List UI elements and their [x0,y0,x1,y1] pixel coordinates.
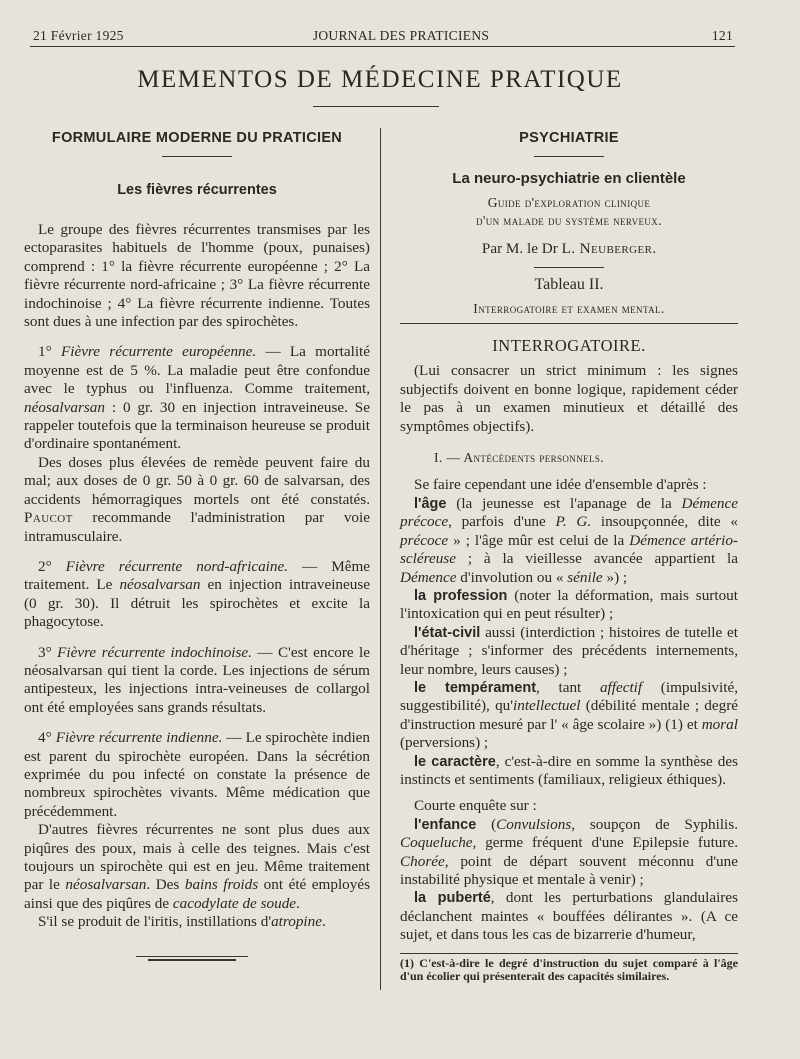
title-rule [313,106,439,107]
heading-fievre-nord-africaine: Fièvre récurrente nord-africaine. [65,557,289,575]
section-heading-psychiatrie: PSYCHIATRIE [519,130,619,146]
keyword-caractere: le caractère [414,753,496,770]
paragraph-fievre-europeenne: 1° Fièvre récurrente européenne. — La mortalité moyenne est de 5 %. La maladie peut être confondue avec le typhus ou l'influenza. Comme traitement, néosalvarsan : 0 gr. 30 en injection intraveineuse. Se rappeler toutefois que la terminaison heureuse se produit d'ordinaire spontanément. [24,343,371,453]
item-puberte: la puberté, dont les perturbations glandulaires déclanchent maintes « bouffées délirantes ». (A ce sujet, et dans tous les cas de bizarrerie d'humeur, [400,889,738,944]
item-age: l'âge (la jeunesse est l'apanage de la Démence précoce, parfois d'une P. G. insoupçonnée, dite « précoce » ; l'âge mûr est celui de la Démence artério-scléreuse ; à la vieillesse avancée appartient la Démence d'involution ou « sénile ») ; [400,494,738,586]
interrogatoire-heading: INTERROGATOIRE. [492,336,646,356]
paragraph-fievre-nord-africaine: 2° Fièvre récurrente nord-africaine. — Même traitement. Le néosalvarsan en injection intraveineuse (0 gr. 30). Il détruit les spirochètes et excite la phagocytose. [24,557,370,631]
table-title: Tableau II. [534,276,604,294]
heading-fievre-indochinoise: Fièvre récurrente indochinoise. [57,643,252,661]
table-subtitle: Interrogatoire et examen mental. [473,300,665,316]
footnote: (1) C'est-à-dire le degré d'instruction du sujet comparé à l'âge d'un écolier qui présenterait des capacités similaires. [400,955,738,984]
paragraph-fievre-indienne: 4° Fièvre récurrente indienne. — Le spirochète indien est parent du spirochète européen. Dans la sécrétion exprimée du pou infecté on constate la présence de nombreux spirochètes vivants. Même médication que précédemment. [24,729,371,820]
antecedents-heading: I. — Antécédents personnels. [434,450,605,466]
running-head [33,28,733,44]
heading-fievre-europeenne: Fièvre récurrente européenne. [60,343,257,361]
antecedents-intro: Se faire cependant une idée d'ensemble d'après : [414,476,707,494]
section-rule [534,156,604,157]
heading-fievre-indienne: Fièvre récurrente indienne. [55,729,223,747]
section-rule [162,156,232,157]
keyword-temperament: le tempérament [414,679,537,696]
keyword-etat-civil: l'état-civil [414,624,481,641]
keyword-profession: la profession [414,587,508,604]
section-heading-formulaire: FORMULAIRE MODERNE DU PRATICIEN [51,130,343,146]
item-enfance: l'enfance (Convulsions, soupçon de Syphilis. Coqueluche, germe fréquent d'une Epilepsie future. Chorée, point de départ souvent méconnu d'une instabilité physique et mentale à venir) ; [400,815,738,888]
column-divider [380,128,381,990]
table-rule [400,323,738,324]
author-rule [534,267,604,268]
header-rule [30,46,735,47]
author-paucot: Paucot [24,509,73,527]
author-neuberger: L. Neuberger [561,239,653,257]
paragraph-doses: Des doses plus élevées de remède peuvent faire du mal; aux doses de 0 gr. 50 à 0 gr. 60 de salvarsan, des accidents hémorragiques mortels ont été constatés. Paucot recommande l'administration par voie intramusculaire. [24,453,370,545]
keyword-enfance: l'enfance [414,816,477,833]
page-title: MEMENTOS DE MÉDECINE PRATIQUE [137,66,623,93]
article-title-fievres: Les fièvres récurrentes [117,182,277,198]
keyword-puberte: la puberté [414,890,491,907]
enquete-intro: Courte enquête sur : [414,797,537,815]
item-etat-civil: l'état-civil aussi (interdiction ; histoires de tutelle et d'héritage ; s'informer des précédents internements, leur nombre, leurs causes) ; [400,623,738,678]
journal-name: JOURNAL DES PRATICIENS [312,28,490,43]
paragraph-iritis: S'il se produit de l'iritis, instillations d'atropine. [38,913,326,931]
paragraph-fievre-indochinoise: 3° Fièvre récurrente indochinoise. — C'est encore le néosalvarsan qui tient la corde. Les injections de sérum antipesteux, les injections intra-veineuses de collargol ont été employées sans grands résultats. [24,643,370,716]
footnote-rule [400,953,738,954]
intro-paragraph: Le groupe des fièvres récurrentes transmises par les ectoparasites habituels de l'homme (poux, punaises) comprend : 1° la fièvre récurrente européenne ; 2° La fièvre récurrente nord-africaine ; 3° La fièvre récurrente indochinoise ; 4° La fièvre récurrente indienne. Toutes sont dues à une infection par des spirochètes. [24,221,370,331]
article-title-neuro-psychiatrie: La neuro-psychiatrie en clientèle [452,170,686,187]
item-profession: la profession (noter la déformation, mais surtout l'intoxication qui en peut résulter) ; [400,586,738,623]
item-temperament: le tempérament, tant affectif (impulsivité, suggestibilité), qu'intellectuel (débilité mentale ; degré d'instruction mesuré par l' « âge scolaire ») (1) et moral (perversions) ; [400,678,738,752]
item-caractere: le caractère, c'est-à-dire en somme la synthèse des instincts et sentiments (familiaux, religieux éthiques). [400,752,738,788]
end-of-article-ornament [136,955,248,962]
left-column [24,130,370,932]
guide-line-2: d'un malade du système nerveux. [476,213,662,229]
interrogatoire-note: (Lui consacrer un strict minimum : les signes subjectifs doivent en bonne logique, rapidement céder le pas à un examen minutieux et détaillé des symptômes objectifs). [400,362,738,435]
guide-line-1: Guide d'exploration clinique [487,195,651,210]
paragraph-autres-fievres: D'autres fièvres récurrentes ne sont plus dues aux piqûres des poux, mais à celle des teignes. Mais c'est toujours un spirochète qui est en jeu. Même traitement par le néosalvarsan. Des bains froids ont été employés ainsi que des piqûres de cacodylate de soude. [24,821,371,912]
page-number: 121 [711,28,733,43]
author-line: Par M. le Dr L. Neuberger. [481,239,657,257]
keyword-age: l'âge [414,495,447,512]
right-column [400,130,738,984]
issue-date: 21 Février 1925 [33,28,124,43]
